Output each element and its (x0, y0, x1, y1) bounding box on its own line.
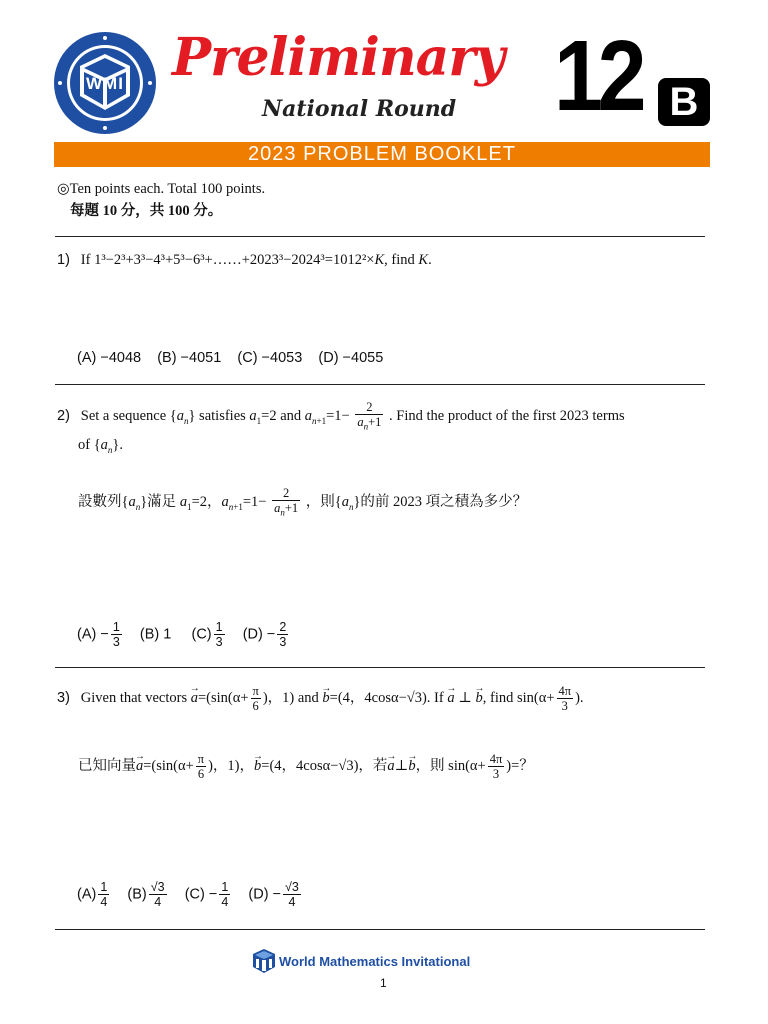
choice-c: (C) (191, 626, 212, 643)
question-2-en-line2: of $\{a_n\}$. (78, 437, 124, 455)
divider (55, 236, 705, 237)
grade-tag: B (658, 78, 710, 126)
q1-var: K (418, 252, 429, 268)
q2-text: =2 and (261, 408, 302, 425)
q2-choices: (A) − $\frac{1}{3}$ (B) 1 (C) $\frac{1}{3}$ (D) − $\frac{2}{3}$ (77, 620, 287, 649)
title-band (54, 142, 710, 167)
q2-zh-text: ，則{ (305, 494, 342, 511)
q2-zh-text: }滿足 (140, 494, 177, 511)
q3-text: =(4，4cosα−√3). If (329, 689, 444, 706)
q2-zh-text: =1− (242, 494, 267, 511)
q3-text: ). (575, 689, 584, 706)
perp-symbol: ⊥ (458, 689, 472, 706)
q2-fraction: $\frac{2}{a_n+1}$ (274, 486, 299, 518)
question-3-zh: 已知向量→ a=(sin(α+ $\frac{\pi}{6}$ )，1)，→ b=(4，4cosα−√3)，若→ a⊥→ b，則 sin(α+ $\frac{4\pi}{3}$ )=？ (78, 752, 534, 781)
q3-text: )，1) and (262, 689, 319, 706)
q3-zh-text: )，1)， (208, 757, 255, 774)
question-number: 3) (57, 689, 70, 706)
q3-zh-text: ，則 sin(α+ (415, 757, 486, 774)
choice-a: (A) − (77, 626, 109, 643)
q2-zh-text: }的前 2023 項之積為多少？ (353, 494, 528, 511)
question-1 (57, 251, 432, 269)
page-number: 1 (380, 976, 387, 990)
q2-text: . Find the product of the first 2023 terms (389, 408, 625, 425)
page-subtitle: National Round (262, 96, 457, 122)
divider (55, 667, 705, 668)
q1-text: If (80, 252, 91, 268)
wmi-logo (52, 30, 158, 136)
choice-d: (D) − (242, 626, 276, 643)
grade-number: 12 (554, 20, 642, 132)
choice-a: (A) (77, 886, 97, 903)
q3-zh-text: =(4，4cosα−√3)，若 (261, 757, 388, 774)
q1-choices: (A) −4048 (B) −4051 (C) −4053 (D) −4055 (77, 350, 384, 366)
q2-zh-text: 設數列{ (78, 494, 129, 511)
q2-text: =1− (326, 408, 350, 425)
q1-expression: 1³−2³+3³−4³+5³−6³+……+2023³−2024³=1012²× (94, 252, 375, 268)
q3-text: =(sin(α+ (197, 689, 249, 706)
question-number: 1) (57, 252, 70, 268)
logo-letters: WMI (86, 74, 124, 93)
divider (55, 929, 705, 930)
q1-text: , find (384, 252, 415, 268)
choice-d: (D) − (248, 886, 282, 903)
q3-zh-text: =(sin(α+ (143, 757, 194, 774)
q2-text: }. (112, 437, 124, 453)
q1-text: . (428, 252, 432, 268)
choice-b: (B) (127, 886, 147, 903)
q3-zh-text: 已知向量 (78, 757, 136, 774)
q1-var: K (374, 252, 385, 268)
instructions-en: ◎Ten points each. Total 100 points. (57, 181, 266, 197)
divider (55, 384, 705, 385)
q2-zh-text: =2， (191, 494, 222, 511)
q2-text: Set a sequence { (80, 408, 177, 425)
q3-choices: (A) $\frac{1}{4}$ (B) $\frac{√3}{4}$ (C) − $\frac{1}{4}$ (D) − $\frac{√3}{4}$ (77, 880, 299, 909)
q2-text: } satisfies (188, 408, 246, 425)
question-3-en: 3) Given that vectors → a=(sin(α+ $\frac{\pi}{6}$ )，1) and → b=(4，4cosα−√3). If → a ⊥ → b, find sin(α+ $\frac{4\pi}{3}$ ). (57, 684, 584, 713)
instructions-zh: 每題 10 分，共 100 分。 (70, 203, 223, 219)
footer-logo (252, 948, 276, 974)
title-band-text: 2023 PROBLEM BOOKLET (248, 143, 516, 165)
q3-zh-text: )=？ (506, 757, 534, 774)
perp-symbol: ⊥ (394, 757, 409, 774)
q2-text: of { (78, 437, 101, 453)
page-title: Preliminary (172, 27, 504, 88)
choice-c: (C) − (184, 886, 218, 903)
q3-text: , find sin(α+ (482, 689, 555, 706)
question-number: 2) (57, 408, 70, 425)
q3-text: Given that vectors (80, 689, 188, 706)
choice-b: (B) 1 (139, 626, 172, 643)
wmi-cube-icon (252, 948, 276, 974)
question-2-en-line1: 2) Set a sequence $\{a_n\}$ satisfies $a_1=2$ and $a_{n+1}=1-$ $\frac{2}{a_n+1}$ . Find the product of the first 2023 terms (57, 400, 625, 432)
q2-fraction: $\frac{2}{a_n+1}$ (357, 400, 382, 432)
footer-org: World Mathematics Invitational (279, 954, 471, 969)
question-2-zh: 設數列$\{a_n\}$滿足 $a_1=2$，$a_{n+1}=1-$ $\frac{2}{a_n+1}$ ，則$\{a_n\}$的前 2023 項之積為多少？ (78, 486, 528, 518)
